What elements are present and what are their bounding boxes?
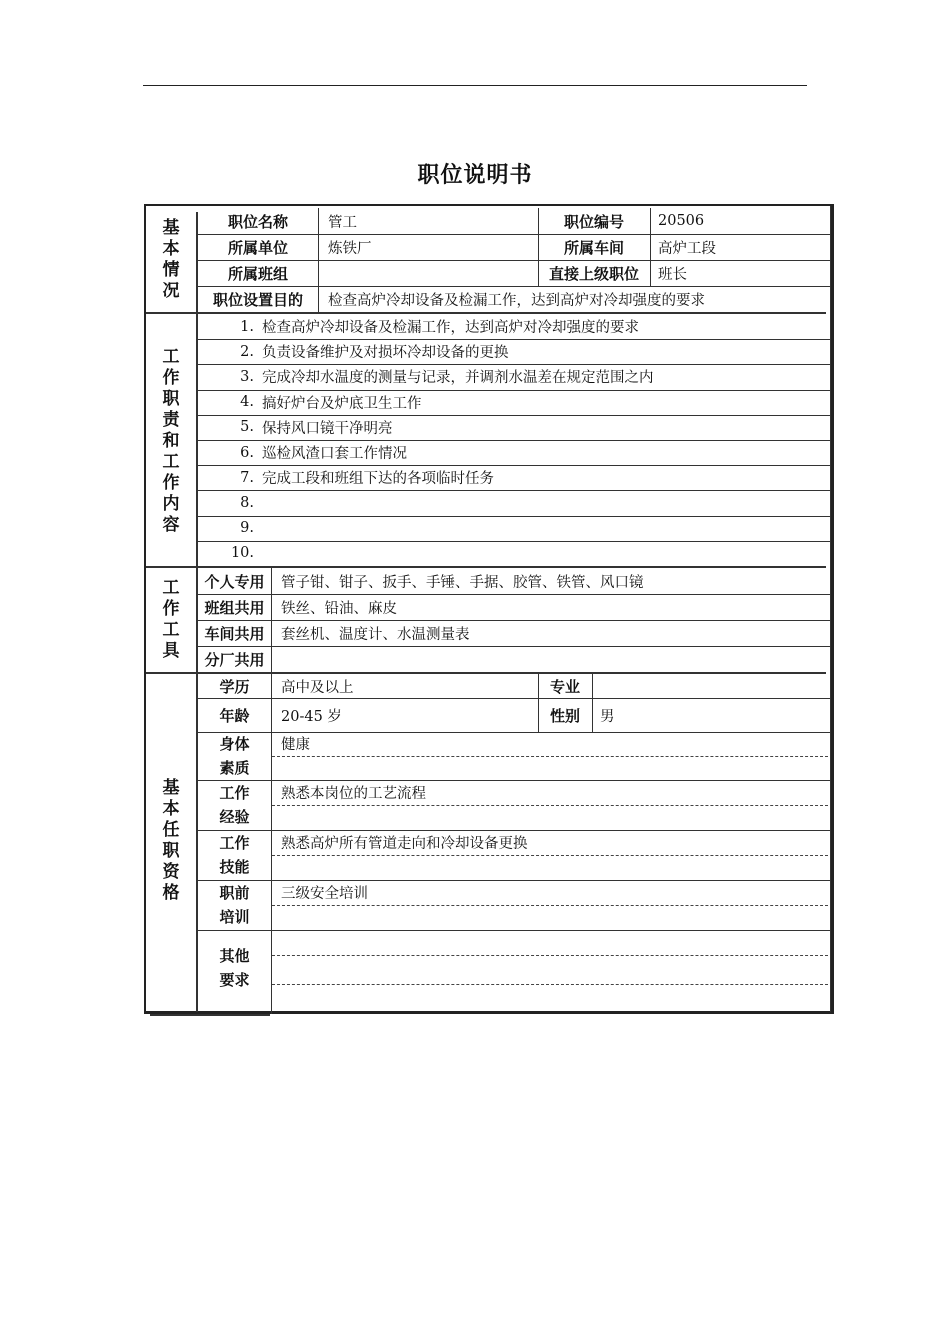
- tool-list-value: 管子钳、钳子、扳手、手锤、手据、胶管、铁管、风口镜: [281, 574, 644, 591]
- position-name-value: 管工: [328, 214, 357, 231]
- duty-item: [198, 541, 828, 566]
- workshop-label: 所属车间: [563, 238, 624, 257]
- duty-item: [198, 390, 828, 415]
- section-char: 责: [162, 409, 180, 430]
- dashed-line: [272, 955, 828, 956]
- gender-value: 男: [600, 708, 615, 725]
- section-char: 和: [162, 430, 180, 451]
- tool-list-value: [281, 646, 826, 672]
- label-line: 素质: [219, 759, 250, 777]
- section-char: 作: [162, 472, 180, 493]
- fitness-label: [198, 732, 271, 780]
- label-line: 其他: [219, 947, 250, 965]
- dashed-line: [272, 984, 828, 985]
- duty-number: 5.: [240, 419, 254, 436]
- section-char: 作: [162, 367, 180, 388]
- duty-number: 10.: [230, 545, 254, 562]
- label-line: 工作: [219, 784, 250, 802]
- experience-label: [198, 781, 271, 829]
- major-value: [600, 674, 826, 698]
- dashed-line: [272, 805, 828, 806]
- team-value: [328, 260, 538, 286]
- duty-item: [198, 364, 828, 389]
- duty-text: 搞好炉台及炉底卫生工作: [262, 395, 422, 412]
- page-title: 职位说明书: [417, 163, 533, 188]
- tool-category-label: 班组共用: [204, 598, 265, 617]
- tool-category-label: 车间共用: [204, 624, 265, 643]
- section-duties: [146, 316, 196, 566]
- section-char: 作: [162, 599, 180, 619]
- duty-number: 9.: [240, 520, 254, 537]
- unit-value: 炼铁厂: [328, 240, 372, 257]
- skills-label: [198, 831, 271, 879]
- section-char: 任: [162, 820, 180, 840]
- age-value: 20-45 岁: [281, 708, 342, 725]
- section-char: 况: [162, 281, 180, 301]
- section-char: 基: [162, 778, 180, 798]
- divider: [592, 674, 593, 732]
- tool-category-label: 个人专用: [204, 572, 265, 591]
- duty-item: [198, 415, 828, 440]
- superior-label: 直接上级职位: [548, 264, 639, 283]
- training-value: 三级安全培训: [281, 885, 368, 902]
- workshop-value: 高炉工段: [658, 240, 716, 257]
- label-line: 技能: [219, 858, 250, 876]
- tool-category-label: 分厂共用: [204, 650, 265, 669]
- section-tools: [146, 570, 196, 670]
- other-requirements-label: [198, 944, 271, 996]
- tool-list-value: 铁丝、铅油、麻皮: [281, 600, 397, 617]
- label-line: 职前: [219, 884, 250, 902]
- section-char: 工: [162, 620, 180, 640]
- label-line: 培训: [219, 908, 250, 926]
- section-char: 内: [162, 493, 180, 514]
- duty-text: 检查高炉冷却设备及检漏工作，达到高炉对冷却强度的要求: [262, 320, 639, 337]
- duty-number: 1.: [240, 318, 254, 335]
- section-char: 工: [162, 451, 180, 472]
- superior-value: 班长: [658, 266, 687, 283]
- divider: [271, 568, 272, 1014]
- dashed-line: [272, 905, 828, 906]
- duty-item: [198, 465, 828, 490]
- duty-text: 完成冷却水温度的测量与记录，并调剂水温差在规定范围之内: [262, 370, 654, 387]
- duty-item: [198, 440, 828, 465]
- skills-value: 熟悉高炉所有管道走向和冷却设备更换: [281, 835, 528, 852]
- label-line: 经验: [219, 808, 250, 826]
- education-value: 高中及以上: [281, 679, 354, 696]
- tool-list-value: 套丝机、温度计、水温测量表: [281, 626, 470, 643]
- section-char: 格: [162, 883, 180, 903]
- duty-number: 8.: [240, 494, 254, 511]
- training-label: [198, 881, 271, 929]
- label-line: 工作: [219, 834, 250, 852]
- section-char: 本: [162, 239, 180, 259]
- divider: [650, 208, 651, 286]
- section-char: 情: [162, 260, 180, 280]
- header-rule: [143, 85, 807, 86]
- position-code-label: 职位编号: [563, 212, 624, 231]
- divider: [830, 206, 831, 1012]
- duty-number: 6.: [240, 444, 254, 461]
- duty-text: 负责设备维护及对损坏冷却设备的更换: [262, 345, 509, 362]
- section-char: 具: [162, 641, 180, 661]
- section-char: 工: [162, 578, 180, 598]
- education-label: 学历: [219, 677, 250, 696]
- dashed-line: [272, 855, 828, 856]
- team-label: 所属班组: [227, 264, 288, 283]
- other-requirements-value: [281, 931, 821, 953]
- duty-item: [198, 339, 828, 364]
- section-char: 资: [162, 862, 180, 882]
- purpose-label: 职位设置目的: [212, 290, 303, 309]
- divider: [318, 208, 319, 312]
- duty-item: [198, 314, 828, 339]
- section-char: 本: [162, 799, 180, 819]
- duty-number: 4.: [240, 394, 254, 411]
- major-label: 专业: [549, 677, 580, 696]
- gender-label: 性别: [549, 706, 580, 725]
- section-char: 基: [162, 218, 180, 238]
- divider: [150, 1014, 270, 1016]
- section-char: 容: [162, 514, 180, 535]
- label-line: 要求: [219, 971, 250, 989]
- position-name-label: 职位名称: [227, 212, 288, 231]
- section-basic-info: [146, 210, 196, 310]
- section-char: 职: [162, 388, 180, 409]
- section-qualifications: [146, 676, 196, 1006]
- section-char: 职: [162, 841, 180, 861]
- duty-number: 2.: [240, 343, 254, 360]
- duty-text: 保持风口镜干净明亮: [262, 420, 393, 437]
- duty-item: [198, 516, 828, 541]
- unit-label: 所属单位: [227, 238, 288, 257]
- age-label: 年龄: [219, 706, 250, 725]
- section-char: 工: [162, 346, 180, 367]
- experience-value: 熟悉本岗位的工艺流程: [281, 785, 426, 802]
- duty-number: 7.: [240, 469, 254, 486]
- duty-text: 巡检风渣口套工作情况: [262, 446, 407, 463]
- purpose-value: 检查高炉冷却设备及检漏工作，达到高炉对冷却强度的要求: [328, 292, 705, 309]
- duty-text: 完成工段和班组下达的各项临时任务: [262, 471, 494, 488]
- duty-number: 3.: [240, 368, 254, 385]
- fitness-value: 健康: [281, 736, 310, 753]
- label-line: 身体: [219, 735, 250, 753]
- position-code-value: 20506: [658, 213, 705, 229]
- dashed-line: [272, 756, 828, 757]
- duty-item: [198, 490, 828, 515]
